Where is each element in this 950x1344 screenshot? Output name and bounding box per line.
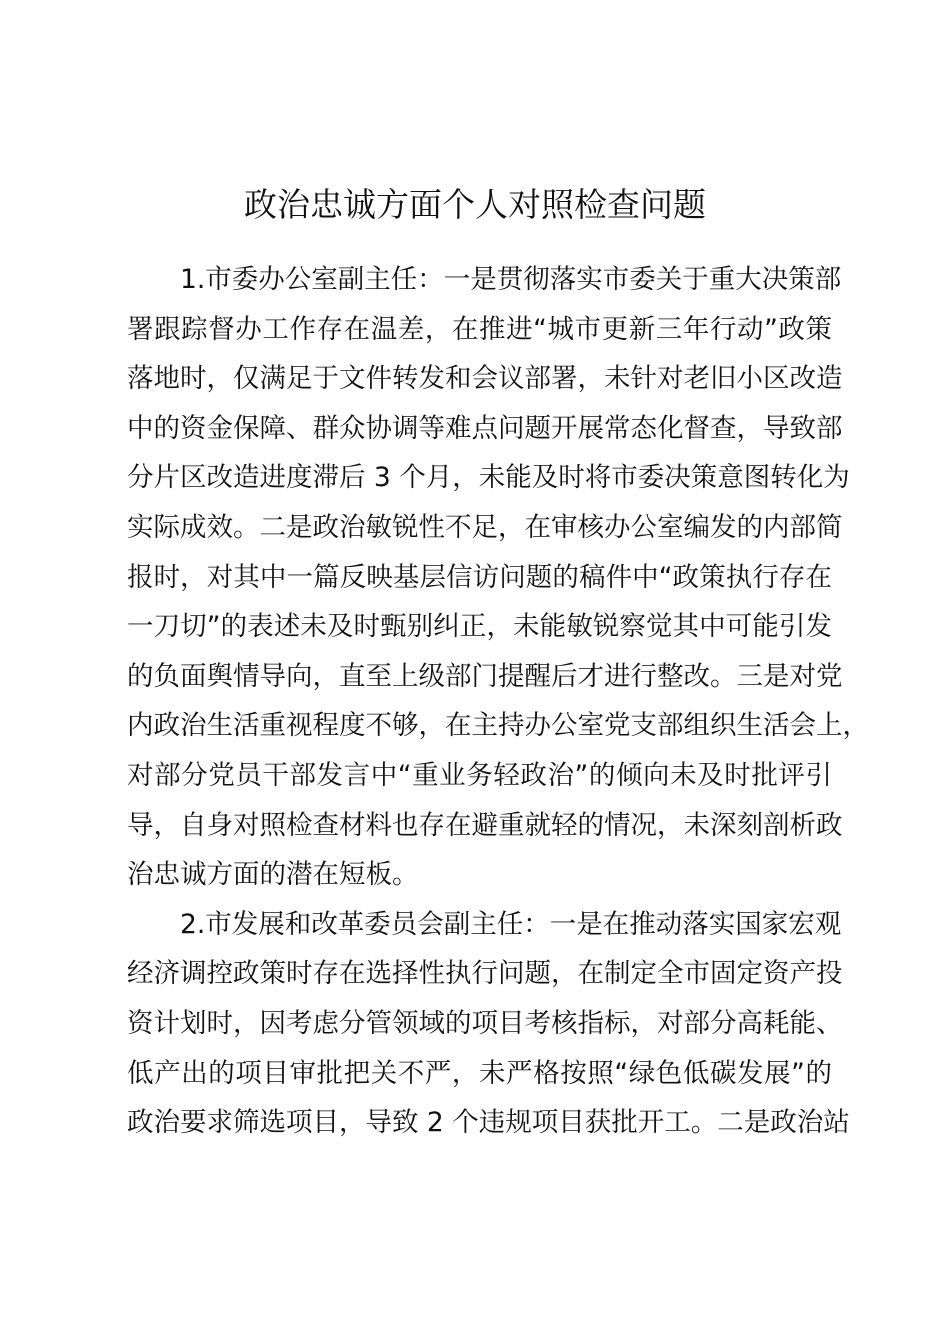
document-title: 政治忠诚方面个人对照检查问题 [244,185,706,224]
text-line: 政治要求筛选项目，导致 2 个违规项目获批开工。二是政治站 [127,1107,850,1139]
text-line: 落地时，仅满足于文件转发和会议部署，未针对老旧小区改造 [127,363,843,395]
text-line: 对部分党员干部发言中“重业务轻政治”的倾向未及时批评引 [127,759,832,791]
document-body [127,255,869,1148]
text-line: 内政治生活重视程度不够，在主持办公室党支部组织生活会上， [127,710,869,742]
text-line: 报时，对其中一篇反映基层信访问题的稿件中“政策执行存在 [127,561,832,593]
text-line: 导，自身对照检查材料也存在避重就轻的情况，未深刻剖析政 [127,809,843,841]
text-line: 中的资金保障、群众协调等难点问题开展常态化督查，导致部 [127,412,843,444]
text-line: 低产出的项目审批把关不严，未严格按照“绿色低碳发展”的 [127,1057,832,1089]
text-line: 1.市委办公室副主任：一是贯彻落实市委关于重大决策部 [180,264,842,295]
text-line: 署跟踪督办工作存在温差，在推进“城市更新三年行动”政策 [127,313,832,345]
text-line: 治忠诚方面的潜在短板。 [127,859,419,891]
text-line: 分片区改造进度滞后 3 个月，未能及时将市委决策意图转化为 [127,462,850,494]
text-line: 经济调控政策时存在选择性执行问题，在制定全市固定资产投 [127,958,843,990]
paragraph-2 [127,900,850,1148]
text-line: 实际成效。二是政治敏锐性不足，在审核办公室编发的内部简 [127,511,843,543]
text-line: 一刀切”的表述未及时甄别纠正，未能敏锐察觉其中可能引发 [127,611,832,643]
text-line: 2.市发展和改革委员会副主任：一是在推动落实国家宏观 [180,908,842,940]
text-line: 的负面舆情导向，直至上级部门提醒后才进行整改。三是对党 [127,660,843,692]
paragraph-1 [127,255,869,900]
text-line: 资计划时，因考虑分管领域的项目考核指标，对部分高耗能、 [127,1007,843,1039]
